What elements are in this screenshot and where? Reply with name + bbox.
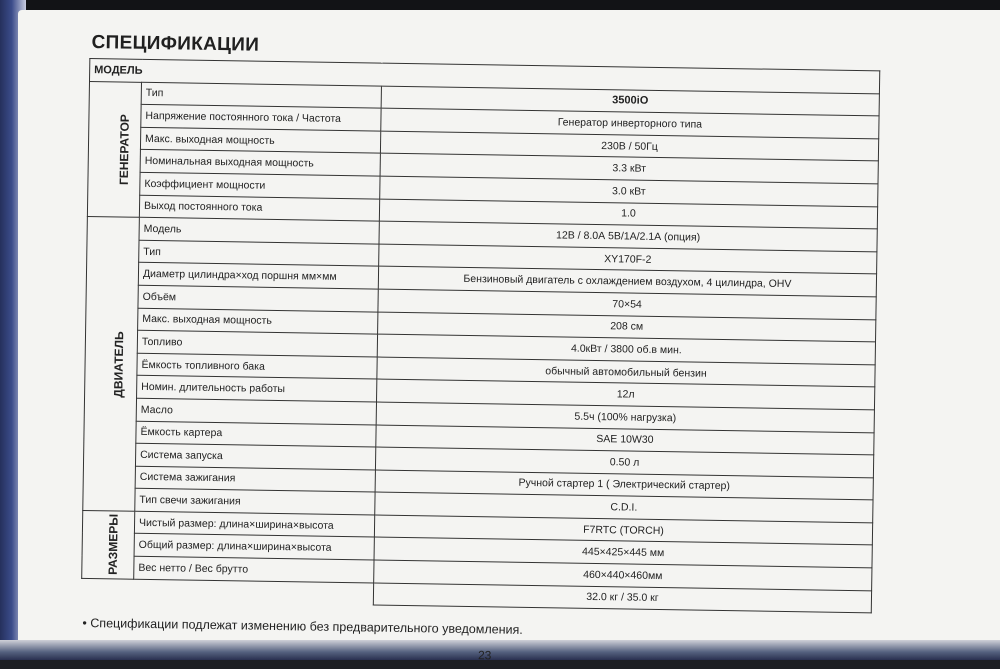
spec-label: Вес нетто / Вес брутто [134, 556, 374, 582]
spec-label: Номинальная выходная мощность [140, 150, 380, 176]
spec-label: Напряжение постоянного тока / Частота [141, 105, 381, 131]
spec-value: 3.3 кВт [380, 153, 878, 183]
spec-label: Коэффициент мощности [140, 172, 380, 198]
spec-value: 3.0 кВт [380, 176, 878, 206]
page-number: 23 [477, 648, 492, 663]
spec-value: 0.50 л [375, 447, 873, 477]
spec-value: 208 см [378, 312, 876, 342]
spec-label: Система зажигания [135, 466, 375, 492]
spec-value: Генератор инверторного типа [381, 108, 879, 138]
spec-label: Макс. выходная мощность [138, 308, 378, 334]
footnote: • Спецификации подлежат изменению без предварительного уведомления. [82, 615, 523, 637]
section-label-text: РАЗМЕРЫ [105, 514, 121, 576]
spec-label: Тип [139, 240, 379, 266]
spec-label: Модель [139, 217, 379, 243]
spec-value: 5.5ч (100% нагрузка) [376, 402, 874, 432]
spec-label: Макс. выходная мощность [140, 127, 380, 153]
page-title: СПЕЦИФИКАЦИИ [91, 32, 260, 56]
spec-label: Общий размер: длина×ширина×высота [134, 534, 374, 560]
spec-value: F7RTC (TORCH) [374, 515, 872, 545]
spec-value: 4.0кВт / 3800 об.в мин. [377, 334, 875, 364]
spec-label: Система запуска [135, 443, 375, 469]
spec-table [81, 58, 880, 614]
book-cover-bottom [0, 640, 1000, 663]
spec-label: Топливо [137, 330, 377, 356]
spec-value: 12л [377, 379, 875, 409]
section-label-text: ДВИАТЕЛЬ [111, 330, 127, 398]
spec-label: Масло [136, 398, 376, 424]
spec-value: XY170F-2 [379, 244, 877, 274]
spec-label: Диаметр цилиндра×ход поршня мм×мм [138, 263, 378, 289]
section-label-text: ГЕНЕРАТОР [116, 113, 132, 185]
spec-label: Объём [138, 285, 378, 311]
spec-value: C.D.I. [375, 492, 873, 522]
spec-value: 3500iO [381, 86, 879, 116]
spec-value: 230В / 50Гц [380, 131, 878, 161]
section-label [82, 510, 135, 579]
spec-label: Тип свечи зажигания [135, 489, 375, 515]
spec-value: обычный автомобильный бензин [377, 357, 875, 387]
spec-label: Чистый размер: длина×ширина×высота [134, 511, 374, 537]
spec-value: Бензиновый двигатель с охлаждением воздухом, 4 цилиндра, OHV [378, 266, 876, 296]
spec-value: 12В / 8.0А 5В/1А/2.1А (опция) [379, 221, 877, 251]
empty-cell [81, 578, 373, 605]
model-label: МОДЕЛЬ [90, 59, 880, 94]
spec-value: 1.0 [379, 199, 877, 229]
spec-value: 445×425×445 мм [374, 537, 872, 567]
section-label [87, 81, 141, 217]
spec-label: Ёмкость картера [136, 421, 376, 447]
spec-label: Выход постоянного тока [139, 195, 379, 221]
section-label [83, 217, 140, 511]
spec-label: Ёмкость топливного бака [137, 353, 377, 379]
spec-value: Ручной стартер 1 ( Электрический стартер) [375, 470, 873, 500]
spec-value: 460×440×460мм [374, 560, 872, 590]
spec-label: Тип [141, 82, 381, 108]
spec-value: SAE 10W30 [376, 425, 874, 455]
spec-value: 70×54 [378, 289, 876, 319]
spec-value: 32.0 кг / 35.0 кг [373, 583, 871, 613]
spec-label: Номин. длительность работы [137, 376, 377, 402]
